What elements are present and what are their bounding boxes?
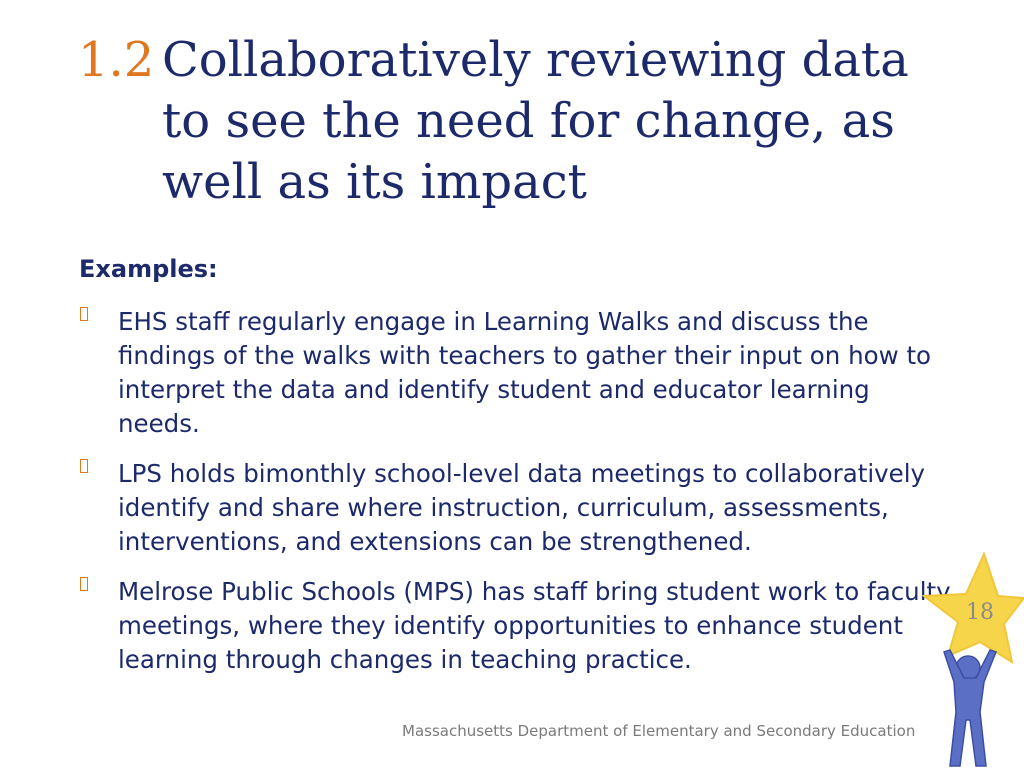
bullet-item xyxy=(78,305,958,441)
bullet-marker-icon xyxy=(80,307,88,321)
bullet-marker-icon xyxy=(80,459,88,473)
bullet-text: Melrose Public Schools (MPS) has staff bring student work to faculty meetings, where they identify opportunities to enhance student learning through changes in teaching practice. xyxy=(118,577,951,674)
page-number: 18 xyxy=(966,600,994,625)
bullet-text: EHS staff regularly engage in Learning Walks and discuss the findings of the walks with teachers to gather their input on how to interpret the data and identify student and educator learning needs. xyxy=(118,307,932,438)
bullet-item xyxy=(78,457,958,559)
slide-title xyxy=(78,30,938,213)
title-number: 1.2 xyxy=(78,32,155,88)
examples-label: Examples: xyxy=(79,255,218,283)
footer-text: Massachusetts Department of Elementary and Secondary Education xyxy=(402,722,916,740)
bullet-list xyxy=(78,305,958,693)
bullet-marker-icon xyxy=(80,577,88,591)
title-text: Collaboratively reviewing data to see the need for change, as well as its impact xyxy=(162,32,909,210)
bullet-item xyxy=(78,575,958,677)
bullet-text: LPS holds bimonthly school-level data meetings to collaboratively identify and share where instruction, curriculum, assessments, interventions, and extensions can be strengthened. xyxy=(118,459,926,556)
star-figure-logo-icon xyxy=(918,552,1024,768)
